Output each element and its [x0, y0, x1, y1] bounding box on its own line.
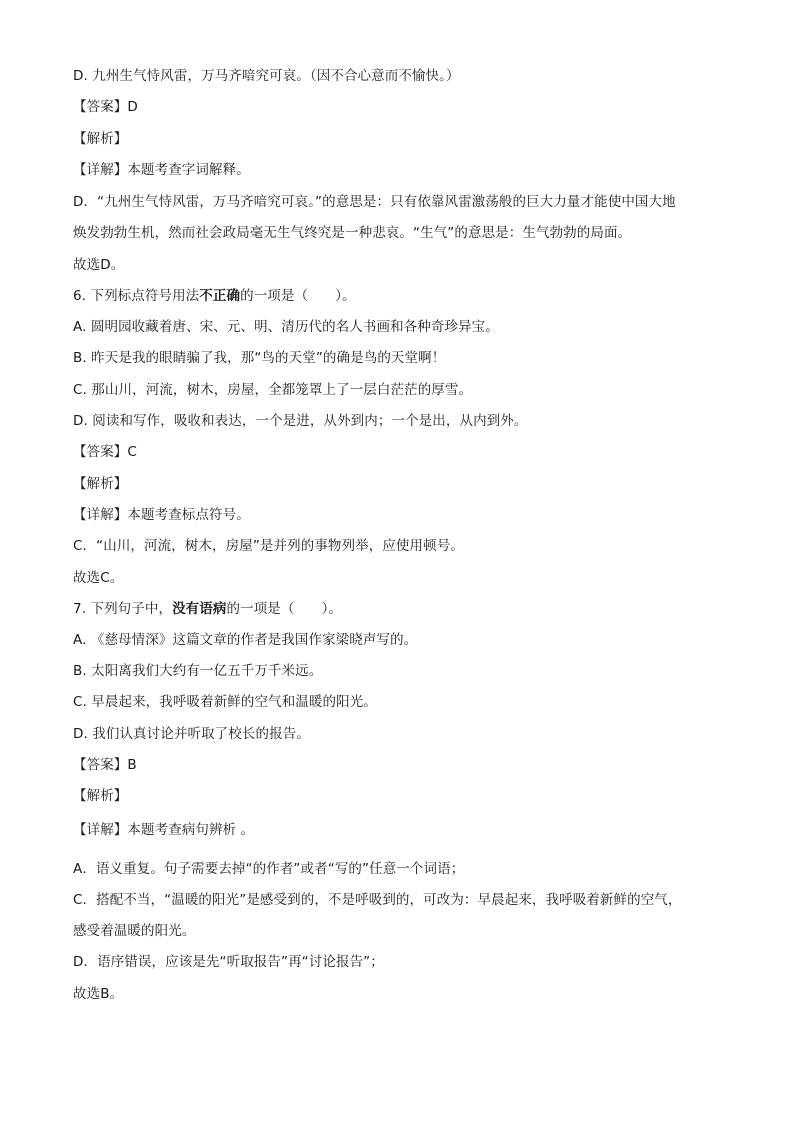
- q7-explanation-c-line-2: 感受着温暖的阳光。: [73, 923, 196, 939]
- q6-option-a: A. 圆明园收藏着唐、宋、元、明、清历代的名人书画和各种奇珍异宝。: [73, 319, 499, 335]
- q5-option-d: D. 九州生气恃风雷，万马齐喑究可哀。（因不合心意而不愉快。）: [73, 68, 460, 84]
- q7-answer: 【答案】B: [73, 757, 137, 773]
- q7-analysis-heading: 【解析】: [73, 788, 128, 804]
- q7-option-d: D. 我们认真讨论并听取了校长的报告。: [73, 726, 310, 742]
- q5-detail-heading: 【详解】本题考查字词解释。: [73, 162, 250, 178]
- q6-option-b: B. 昨天是我的眼睛骗了我，那“鸟的天堂”的确是鸟的天堂啊！: [73, 350, 446, 366]
- q5-answer: 【答案】D: [73, 99, 138, 115]
- q5-choose: 故选D。: [73, 257, 125, 273]
- q7-option-c: C. 早晨起来，我呼吸着新鲜的空气和温暖的阳光。: [73, 694, 377, 710]
- q7-option-a: A. 《慈母情深》这篇文章的作者是我国作家梁晓声写的。: [73, 632, 418, 648]
- q6-option-d: D. 阅读和写作，吸收和表达，一个是进，从外到内；一个是出，从内到外。: [73, 413, 528, 429]
- q5-analysis-heading: 【解析】: [73, 131, 128, 147]
- q7-stem: [73, 599, 723, 619]
- q5-explanation-line-1: D．“九州生气恃风雷，万马齐喑究可哀。”的意思是：只有依靠风雷激荡般的巨大力量才能使中国大地: [73, 194, 676, 210]
- q7-choose: 故选B。: [73, 986, 124, 1002]
- q6-stem-prefix: 6. 下列标点符号用法: [73, 288, 200, 304]
- q7-option-b: B. 太阳离我们大约有一亿五千万千米远。: [73, 663, 323, 679]
- q6-detail-heading: 【详解】本题考查标点符号。: [73, 507, 250, 523]
- q6-stem-suffix: 的一项是（ ）。: [240, 288, 356, 304]
- q7-stem-suffix: 的一项是（ ）。: [226, 601, 343, 617]
- q7-explanation-d: D．语序错误，应该是先“听取报告”再“讨论报告”；: [73, 954, 384, 970]
- q6-stem: [73, 286, 723, 306]
- q6-option-c: C. 那山川，河流，树木，房屋，全都笼罩上了一层白茫茫的厚雪。: [73, 382, 473, 398]
- q6-stem-emphasis: 不正确: [199, 288, 241, 304]
- q7-stem-emphasis: 没有语病: [172, 601, 227, 617]
- q6-explanation: C．“山川，河流，树木，房屋”是并列的事物列举，应使用顿号。: [73, 538, 464, 554]
- q6-choose: 故选C。: [73, 570, 124, 586]
- q7-explanation-a: A．语义重复。句子需要去掉“的作者”或者“写的”任意一个词语；: [73, 861, 465, 877]
- q6-analysis-heading: 【解析】: [73, 476, 128, 492]
- q7-explanation-c-line-1: C．搭配不当，“温暖的阳光”是感受到的，不是呼吸到的，可改为：早晨起来，我呼吸着新鲜的空气，: [73, 892, 682, 908]
- q6-answer: 【答案】C: [73, 444, 137, 460]
- q5-explanation-line-2: 焕发勃勃生机，然而社会政局毫无生气终究是一种悲哀。“生气”的意思是：生气勃勃的局面。: [73, 225, 632, 241]
- q7-stem-prefix: 7. 下列句子中，: [73, 601, 173, 617]
- q7-detail-heading: 【详解】本题考查病句辨析 。: [73, 822, 255, 838]
